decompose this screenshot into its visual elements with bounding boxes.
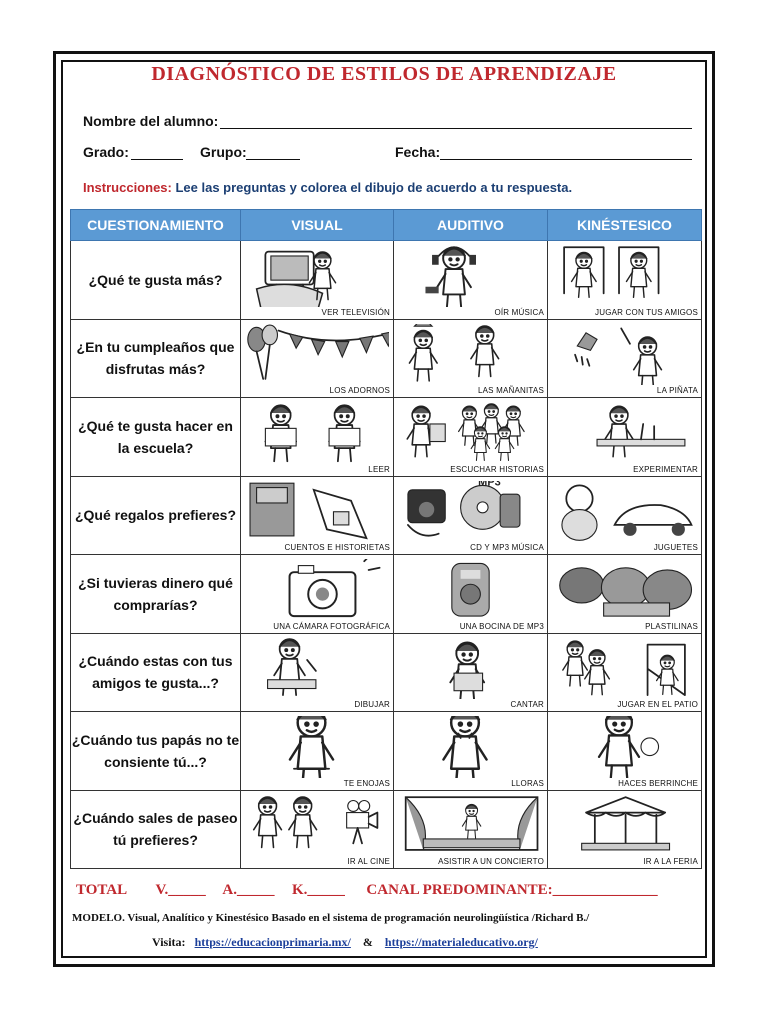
answer-illustration[interactable]: [552, 481, 697, 543]
answer-cell-kinestesico[interactable]: [548, 633, 702, 712]
answer-illustration[interactable]: [552, 559, 697, 621]
answer-illustration[interactable]: [245, 324, 389, 386]
answer-illustration[interactable]: [245, 481, 389, 543]
answer-cell-kinestesico[interactable]: [548, 790, 702, 869]
date-line[interactable]: [440, 159, 692, 160]
answer-cell-auditivo[interactable]: [394, 319, 548, 398]
header-visual: VISUAL: [241, 210, 394, 241]
answer-cell-kinestesico[interactable]: [548, 712, 702, 791]
answer-caption: OÍR MÚSICA: [494, 307, 544, 317]
total-k-label: K.: [291, 882, 308, 898]
date-field: [395, 144, 440, 160]
answer-caption: TE ENOJAS: [343, 778, 390, 788]
answer-cell-visual[interactable]: [241, 398, 394, 477]
answer-cell-visual[interactable]: [241, 476, 394, 555]
answer-caption: JUGUETES: [653, 543, 698, 552]
answer-cell-auditivo[interactable]: [394, 633, 548, 712]
visit-label: Visita:: [152, 935, 186, 949]
answer-cell-visual[interactable]: [241, 790, 394, 869]
worksheet-title: DIAGNÓSTICO DE ESTILOS DE APRENDIZAJE: [151, 63, 617, 85]
instructions-lead: Instrucciones:: [83, 180, 172, 195]
answer-cell-auditivo[interactable]: [394, 398, 548, 477]
ampersand: &: [362, 935, 373, 949]
answer-caption: HACES BERRINCHE: [618, 778, 698, 788]
answer-caption: ASISTIR A UN CONCIERTO: [438, 857, 544, 866]
answer-illustration[interactable]: [552, 795, 697, 857]
answer-caption: DIBUJAR: [354, 700, 390, 709]
name-label: Nombre del alumno:: [83, 113, 219, 129]
model-note: MODELO. Visual, Analítico y Kinestésico Basado en el sistema de programación neurolingüística /Richard B./: [72, 912, 590, 924]
question-row: [71, 241, 702, 320]
answer-caption: UNA CÁMARA FOTOGRÁFICA: [273, 621, 390, 631]
answer-caption: VER TELEVISIÓN: [321, 307, 390, 317]
link-educacionprimaria[interactable]: https://educacionprimaria.mx/: [194, 935, 351, 949]
answer-cell-auditivo[interactable]: [394, 241, 548, 320]
question-row: [71, 633, 702, 712]
answer-cell-visual[interactable]: [241, 241, 394, 320]
answer-cell-auditivo[interactable]: [394, 790, 548, 869]
answer-illustration[interactable]: [245, 559, 389, 621]
answer-cell-kinestesico[interactable]: [548, 241, 702, 320]
link-materialeducativo[interactable]: https://materialeducativo.org/: [384, 935, 538, 949]
answer-caption: JUGAR EN EL PATIO: [617, 700, 698, 709]
date-label: Fecha:: [395, 144, 441, 160]
answer-illustration[interactable]: [398, 324, 543, 386]
total-a-label: A.: [222, 882, 237, 898]
answer-cell-kinestesico[interactable]: [548, 319, 702, 398]
answer-cell-auditivo[interactable]: [394, 712, 548, 791]
answer-illustration[interactable]: [398, 716, 543, 778]
answer-illustration[interactable]: [398, 481, 543, 543]
question-text: ¿Si tuvieras dinero qué comprarías?: [71, 555, 241, 634]
name-line[interactable]: [220, 128, 692, 129]
answer-illustration[interactable]: [245, 402, 389, 464]
header-row: [71, 210, 702, 241]
grade-line[interactable]: [131, 159, 183, 160]
header-cuestionamiento: CUESTIONAMIENTO: [71, 210, 241, 241]
answer-caption: LOS ADORNOS: [329, 386, 390, 395]
answer-illustration[interactable]: [552, 324, 697, 386]
answer-caption: CD Y MP3 MÚSICA: [470, 543, 544, 552]
answer-cell-auditivo[interactable]: [394, 555, 548, 634]
answer-illustration[interactable]: [552, 716, 697, 778]
question-text: ¿En tu cumpleaños que disfrutas más?: [71, 319, 241, 398]
answer-illustration[interactable]: [398, 402, 543, 464]
answer-cell-kinestesico[interactable]: [548, 398, 702, 477]
answer-caption: LLORAS: [511, 778, 544, 788]
answer-cell-visual[interactable]: [241, 555, 394, 634]
answer-illustration[interactable]: [552, 402, 697, 464]
question-text: ¿Qué regalos prefieres?: [71, 476, 241, 555]
answer-caption: EXPERIMENTAR: [633, 464, 698, 474]
questionnaire-table: [70, 209, 702, 869]
answer-caption: ESCUCHAR HISTORIAS: [450, 464, 544, 474]
header-kinestesico: KINÉSTESICO: [548, 210, 702, 241]
answer-illustration[interactable]: [398, 638, 543, 700]
question-text: ¿Cuándo sales de paseo tú prefieres?: [71, 790, 241, 869]
instructions-text: Lee las preguntas y colorea el dibujo de acuerdo a tu respuesta.: [171, 180, 573, 195]
answer-illustration[interactable]: [245, 716, 389, 778]
instructions: [83, 180, 572, 195]
total-a-blank[interactable]: _____: [236, 882, 275, 898]
answer-cell-kinestesico[interactable]: [548, 476, 702, 555]
visit-line: [152, 935, 538, 950]
answer-illustration[interactable]: [398, 795, 543, 857]
answer-cell-visual[interactable]: [241, 319, 394, 398]
answer-caption: LEER: [368, 464, 390, 474]
answer-cell-visual[interactable]: [241, 712, 394, 791]
answer-caption: PLASTILINAS: [645, 621, 698, 631]
answer-illustration[interactable]: [552, 638, 697, 700]
answer-caption: CANTAR: [510, 700, 544, 709]
answer-cell-visual[interactable]: [241, 633, 394, 712]
question-row: [71, 319, 702, 398]
question-row: [71, 555, 702, 634]
group-line[interactable]: [246, 159, 300, 160]
answer-illustration[interactable]: [245, 795, 389, 857]
header-auditivo: AUDITIVO: [394, 210, 548, 241]
answer-caption: LAS MAÑANITAS: [477, 386, 544, 395]
question-row: [71, 790, 702, 869]
question-row: [71, 476, 702, 555]
mp3-text: MP3: [478, 480, 501, 488]
answer-illustration[interactable]: [398, 559, 543, 621]
answer-caption: UNA BOCINA DE MP3: [459, 621, 544, 631]
answer-caption: CUENTOS E HISTORIETAS: [284, 543, 390, 552]
grade-field: [83, 144, 129, 160]
answer-illustration[interactable]: [552, 245, 697, 307]
answer-caption: IR A LA FERIA: [643, 857, 698, 866]
total-v-label: V.: [155, 882, 169, 898]
answer-illustration[interactable]: [245, 245, 389, 307]
total-k-blank[interactable]: _____: [307, 882, 345, 898]
question-text: ¿Cuándo tus papás no te consiente tú...?: [71, 712, 241, 791]
totals-line: [76, 882, 658, 899]
question-text: ¿Cuándo estas con tus amigos te gusta...?: [71, 633, 241, 712]
channel-blank[interactable]: ______________: [552, 882, 658, 898]
group-field: [200, 144, 247, 160]
question-row: [71, 712, 702, 791]
question-text: ¿Qué te gusta hacer en la escuela?: [71, 398, 241, 477]
grade-label: Grado:: [83, 144, 129, 160]
answer-caption: LA PIÑATA: [656, 386, 698, 395]
answer-cell-auditivo[interactable]: [394, 476, 548, 555]
answer-illustration[interactable]: [245, 638, 389, 700]
channel-label: CANAL PREDOMINANTE:: [366, 882, 553, 898]
answer-caption: JUGAR CON TUS AMIGOS: [595, 307, 698, 317]
answer-caption: IR AL CINE: [347, 857, 390, 866]
answer-cell-kinestesico[interactable]: [548, 555, 702, 634]
answer-illustration[interactable]: [398, 245, 543, 307]
total-label: TOTAL: [76, 882, 127, 898]
question-text: ¿Qué te gusta más?: [71, 241, 241, 320]
name-field: [83, 113, 218, 129]
question-row: [71, 398, 702, 477]
total-v-blank[interactable]: _____: [168, 882, 206, 898]
group-label: Grupo:: [200, 144, 247, 160]
